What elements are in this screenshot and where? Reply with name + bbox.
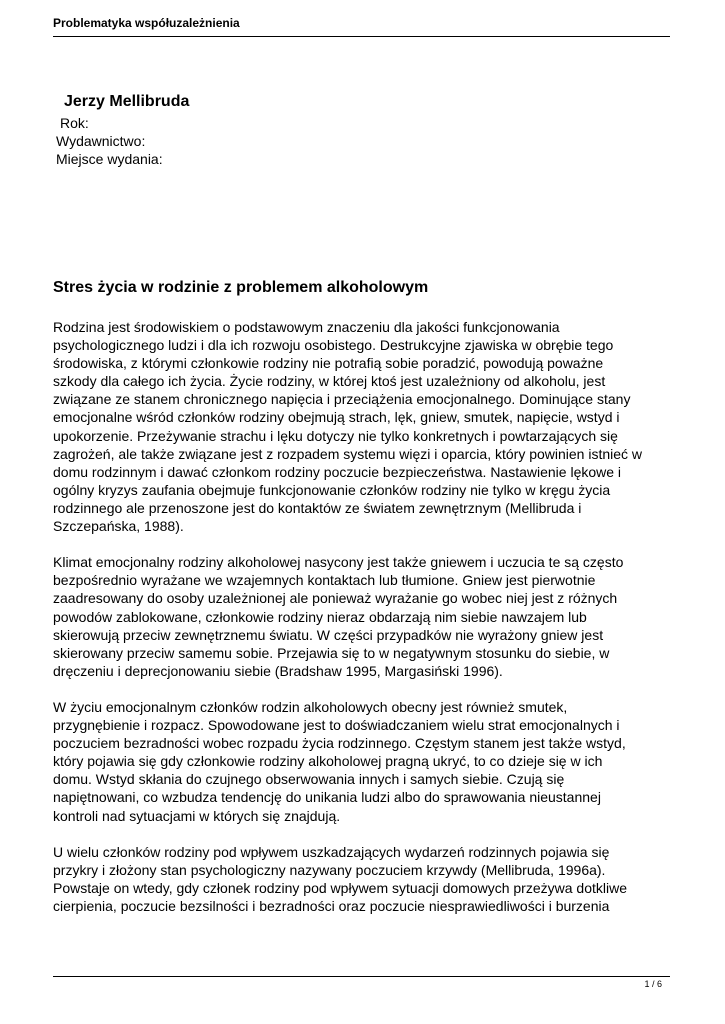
- author-name: Jerzy Mellibruda: [64, 93, 190, 110]
- text-line: skierowują przeciw zewnętrznemu światu. W części przypadków nie wyrażony gniew jest: [53, 626, 604, 643]
- text-line: cierpienia, poczucie bezsilności i bezradności oraz poczucie niesprawiedliwości i burzenia: [53, 898, 610, 914]
- text-line: związane ze stanem chronicznego napięcia i przeciążenia emocjonalnego. Dominujące stany: [53, 391, 631, 408]
- publication-meta: [56, 114, 163, 168]
- text-line: emocjonalne wśród członków rodziny obejmują strach, lęk, gniew, smutek, napięcie, wstyd i: [53, 409, 620, 426]
- text-line: rodzinnego ale przenoszone jest do kontaktów ze światem zewnętrznym (Mellibruda i: [53, 499, 582, 516]
- text-line: dręczeniu i deprecjonowaniu siebie (Bradshaw 1995, Margasiński 1996).: [53, 662, 503, 679]
- text-line: poczuciem bezradności wobec rozpadu życia rodzinnego. Częstym stanem jest także wstyd,: [53, 735, 626, 752]
- text-line: W życiu emocjonalnym członków rodzin alkoholowych obecny jest również smutek,: [53, 698, 568, 715]
- text-line: środowiska, z którymi członkowie rodziny nie potrafią sobie poradzić, powodują poważne: [53, 355, 604, 372]
- text-line: ogólny kryzys zaufania obejmuje funkcjonowanie członków rodziny nie tylko w kręgu życia: [53, 481, 611, 498]
- text-line: domu. Wstyd skłania do czujnego obserwowania innych i samych siebie. Czują się: [53, 771, 565, 788]
- article-title: Stres życia w rodzinie z problemem alkoholowym: [53, 279, 429, 296]
- text-line: bezpośrednio wyrażane we wzajemnych kontaktach lub tłumione. Gniew jest pierwotnie: [53, 572, 596, 589]
- paragraph: [53, 318, 675, 535]
- paragraph: [53, 553, 675, 680]
- text-line: U wielu członków rodziny pod wpływem uszkadzających wydarzeń rodzinnych pojawia się: [53, 843, 610, 860]
- header-title: Problematyka współuzależnienia: [53, 16, 240, 30]
- text-line: szkody dla całego ich życia. Życie rodziny, w której ktoś jest uzależniony od alkoholu, jest: [53, 373, 606, 390]
- paragraph: [53, 698, 675, 825]
- text-line: Powstaje on wtedy, gdy członek rodziny pod wpływem sytuacji domowych przeżywa dotkliwe: [53, 879, 627, 896]
- text-line: przygnębienie i rozpacz. Spowodowane jest to doświadczaniem wielu strat emocjonalnych i: [53, 717, 620, 734]
- text-line: który pojawia się gdy członkowie rodziny alkoholowej pragną ukryć, to co dzieje się w ich: [53, 753, 603, 770]
- text-line: Szczepańska, 1988).: [53, 518, 184, 535]
- text-line: skierowany przeciw samemu sobie. Przejawia się to w negatywnym stosunku do siebie, w: [53, 644, 610, 661]
- text-line: przykry i złożony stan psychologiczny nazywany poczuciem krzywdy (Mellibruda, 1996a).: [53, 861, 606, 878]
- text-line: zagrożeń, ale także związane jest z rozpadem systemu więzi i oparcia, który powinien istnieć w: [53, 445, 643, 462]
- article-body: [53, 318, 675, 933]
- meta-place: Miejsce wydania:: [56, 151, 163, 167]
- text-line: powodów zablokowane, członkowie rodziny nieraz obdarzają nim siebie nawzajem lub: [53, 608, 587, 625]
- page-header: [53, 12, 670, 37]
- text-line: Klimat emocjonalny rodziny alkoholowej nasycony jest także gniewem i uczucia te są często: [53, 554, 624, 571]
- meta-year: Rok:: [60, 115, 89, 131]
- text-line: kontroli nad sytuacjami w których się znajdują.: [53, 807, 341, 824]
- paragraph: [53, 843, 675, 915]
- text-line: napiętnowani, co wzbudza tendencję do unikania ludzi albo do sprawowania nieustannej: [53, 789, 601, 806]
- footer-divider: [53, 976, 670, 977]
- text-line: zaadresowany do osoby uzależnionej ale ponieważ wyrażanie go wobec niej jest z różnych: [53, 590, 618, 607]
- page-number: 1 / 6: [644, 979, 662, 989]
- text-line: domu rodzinnym i dawać członkom rodziny poczucie bezpieczeństwa. Nastawienie lękowe i: [53, 463, 622, 480]
- text-line: upokorzenie. Przeżywanie strachu i lęku dotyczy nie tylko konkretnych i powtarzających się: [53, 427, 618, 444]
- text-line: Rodzina jest środowiskiem o podstawowym znaczeniu dla jakości funkcjonowania: [53, 319, 560, 335]
- meta-publisher: Wydawnictwo:: [56, 133, 146, 149]
- text-line: psychologicznego ludzi i dla ich rozwoju osobistego. Destrukcyjne zjawiska w obrębie tego: [53, 337, 614, 354]
